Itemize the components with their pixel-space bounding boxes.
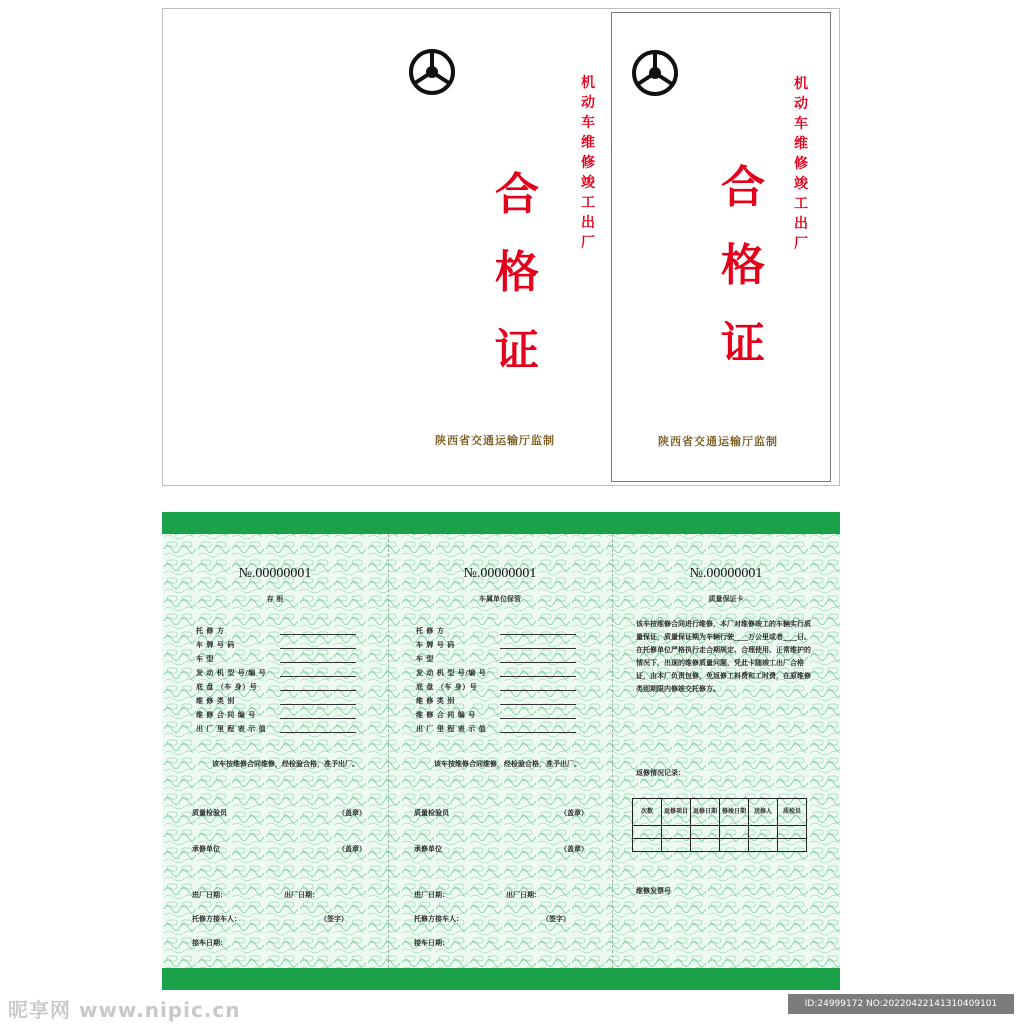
statement-text: 该车按维修合同维修，经检验合格，准予出厂。 xyxy=(212,760,359,768)
panel-subtitle: 质量保证卡 xyxy=(708,595,744,603)
sign-label: （签字） xyxy=(320,915,348,923)
cover-front-panel-1 xyxy=(389,9,615,485)
field-chassis: 底 盘 （车 身）号 xyxy=(196,683,258,691)
title-char-zheng: 证 xyxy=(495,325,539,376)
watermark-logo: 昵享网 www.nipic.cn xyxy=(8,998,241,1022)
seal-label: （盖章） xyxy=(560,809,588,817)
unit-label: 承修单位 xyxy=(192,845,220,853)
field-plate: 车 牌 号 码 xyxy=(416,641,455,649)
sign-label: （签字） xyxy=(542,915,570,923)
seal-label: （盖章） xyxy=(560,845,588,853)
table-row xyxy=(633,839,807,852)
title-char-ge: 格 xyxy=(721,240,765,291)
field-line xyxy=(500,732,576,733)
inspector-label: 质量检验员 xyxy=(192,809,227,817)
owner-copy-panel xyxy=(388,522,612,980)
panel-subtitle: 车属单位保管 xyxy=(479,595,521,603)
title-char-ge: 格 xyxy=(495,247,539,298)
field-odometer: 出 厂 里 程 表 示 值 xyxy=(196,725,267,733)
field-line xyxy=(500,634,576,635)
field-line xyxy=(280,676,356,677)
field-contract-no: 维 修 合 同 编 号 xyxy=(196,711,256,719)
field-chassis: 底 盘 （车 身）号 xyxy=(416,683,478,691)
receiver-label: 托修方接车人： xyxy=(192,915,241,923)
field-client: 托 修 方 xyxy=(416,627,445,635)
doc-number: №.00000001 xyxy=(689,566,763,581)
field-line xyxy=(500,690,576,691)
seal-label: （盖章） xyxy=(338,809,366,817)
field-line xyxy=(280,662,356,663)
field-repair-type: 维 修 类 别 xyxy=(416,697,455,705)
table-header: 次数 xyxy=(633,799,662,826)
field-plate: 车 牌 号 码 xyxy=(196,641,235,649)
field-line xyxy=(500,648,576,649)
title-char-he: 合 xyxy=(721,162,765,213)
title-char-he: 合 xyxy=(495,169,539,220)
cover-back-panel xyxy=(163,9,389,485)
field-line xyxy=(280,690,356,691)
out-date-label: 出厂日期： xyxy=(506,891,541,899)
out-date-label: 出厂日期： xyxy=(284,891,319,899)
table-header: 修竣日期 xyxy=(720,799,749,826)
field-line xyxy=(280,704,356,705)
title-char-zheng: 证 xyxy=(721,318,765,369)
table-header: 返修日期 xyxy=(691,799,720,826)
table-header: 质检员 xyxy=(778,799,807,826)
watermark-id: ID:24999172 NO:20220422141310409101 xyxy=(788,994,1014,1014)
field-line xyxy=(280,718,356,719)
steering-wheel-logo-icon xyxy=(407,47,457,97)
field-engine: 发 动 机 型 号/编 号 xyxy=(416,669,487,677)
issuer-text: 陕西省交通运输厅监制 xyxy=(658,435,778,448)
form-sheet xyxy=(162,512,840,990)
field-line xyxy=(500,662,576,663)
doc-number: №.00000001 xyxy=(238,566,312,581)
receiver-label: 托修方接车人： xyxy=(414,915,463,923)
table-header: 送修人 xyxy=(749,799,778,826)
unit-label: 承修单位 xyxy=(414,845,442,853)
statement-text: 该车按维修合同维修，经检验合格，准予出厂。 xyxy=(434,760,581,768)
field-client: 托 修 方 xyxy=(196,627,225,635)
field-line xyxy=(500,704,576,705)
field-model: 车 型 xyxy=(416,655,434,663)
field-contract-no: 维 修 合 同 编 号 xyxy=(416,711,476,719)
form-body xyxy=(162,522,840,980)
cover-front-panel-2 xyxy=(611,12,831,482)
field-model: 车 型 xyxy=(196,655,214,663)
receive-date-label: 接车日期： xyxy=(414,939,449,947)
steering-wheel-logo-icon xyxy=(630,48,680,98)
table-row xyxy=(633,826,807,839)
table-header: 返修项目 xyxy=(662,799,691,826)
warranty-paragraph: 该车按维修合同进行维修，本厂对维修竣工的车辆实行质量保证，质量保证期为车辆行驶____万公里或者____日。在托修单位严格执行走合期规定、合理使用、正常维护的情况下，出现的维修质量问题，凭此卡随竣工出厂合格证，由本厂负责包修，免返修工料费和工时费，在原维修类别期限内修竣交托修方。 xyxy=(636,620,811,693)
repair-record-label: 返修情况记录： xyxy=(636,769,685,777)
in-date-label: 进厂日期： xyxy=(192,891,227,899)
receive-date-label: 接车日期： xyxy=(192,939,227,947)
field-repair-type: 维 修 类 别 xyxy=(196,697,235,705)
doc-number: №.00000001 xyxy=(463,566,537,581)
field-line xyxy=(280,634,356,635)
vertical-title: 机 动 车 维 修 竣 工 出 厂 xyxy=(794,76,808,252)
field-line xyxy=(280,648,356,649)
cover-sheet xyxy=(162,8,840,486)
vertical-title: 机 动 车 维 修 竣 工 出 厂 xyxy=(581,75,595,251)
field-odometer: 出 厂 里 程 表 示 值 xyxy=(416,725,487,733)
field-line xyxy=(500,676,576,677)
warranty-card-panel xyxy=(612,522,840,980)
seal-label: （盖章） xyxy=(338,845,366,853)
repair-record-table xyxy=(632,798,807,852)
field-line xyxy=(280,732,356,733)
field-line xyxy=(500,718,576,719)
field-engine: 发 动 机 型 号/编 号 xyxy=(196,669,267,677)
stub-panel xyxy=(162,522,388,980)
issuer-text: 陕西省交通运输厅监制 xyxy=(435,434,555,447)
invoice-label: 维修发票号 xyxy=(636,887,671,895)
panel-subtitle: 存 根 xyxy=(266,595,284,603)
in-date-label: 进厂日期： xyxy=(414,891,449,899)
inspector-label: 质量检验员 xyxy=(414,809,449,817)
